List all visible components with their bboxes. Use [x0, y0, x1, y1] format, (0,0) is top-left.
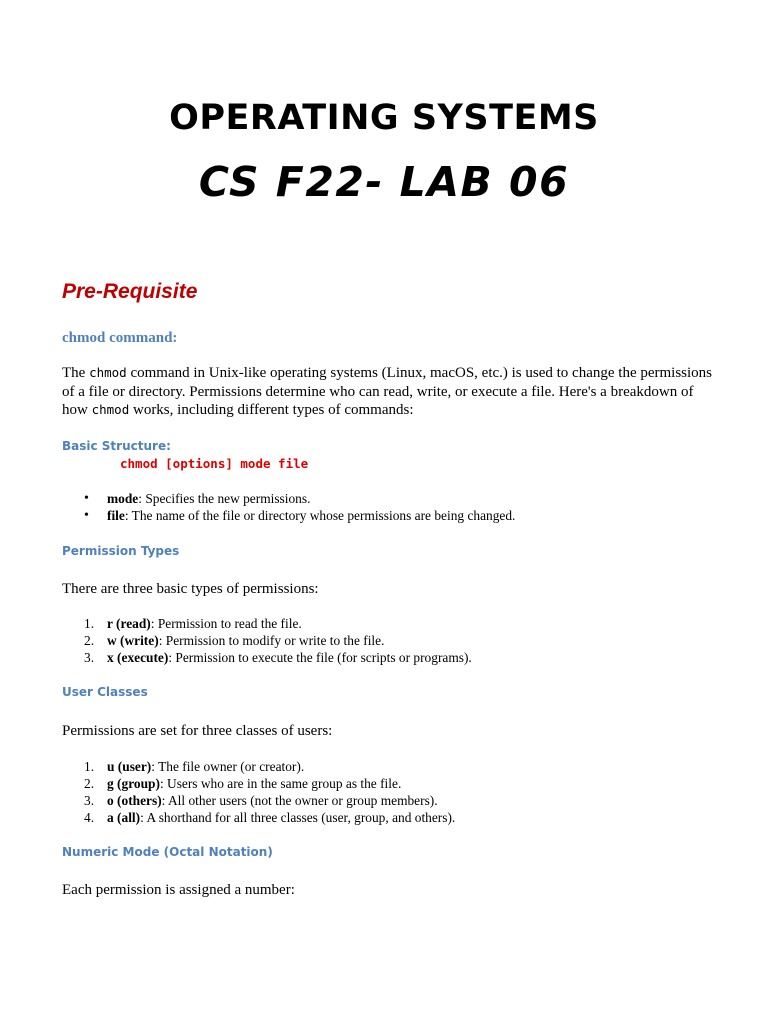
- list-item-term: w (write): [107, 633, 159, 648]
- permission-types-heading: Permission Types: [62, 544, 180, 558]
- document-title: OPERATING SYSTEMS: [169, 98, 599, 138]
- prereq-heading: Pre-Requisite: [62, 280, 198, 303]
- list-item-number: 4.: [84, 810, 95, 825]
- numeric-mode-intro: Each permission is assigned a number:: [62, 882, 295, 898]
- list-item-desc: : All other users (not the owner or group members).: [161, 793, 438, 808]
- document-subtitle: CS F22- LAB 06: [198, 158, 570, 206]
- intro-code-chmod: chmod: [89, 365, 127, 380]
- list-item-term: x (execute): [107, 650, 169, 665]
- permission-types-list: [62, 615, 472, 666]
- list-item-desc: : Users who are in the same group as the file.: [159, 776, 402, 791]
- list-item-term: a (all): [107, 810, 141, 825]
- list-item-desc: : A shorthand for all three classes (user, group, and others).: [140, 810, 456, 825]
- list-item: [62, 632, 472, 649]
- list-item-term: file: [107, 508, 125, 523]
- list-item-number: 3.: [84, 650, 95, 665]
- list-item-number: 2.: [84, 633, 95, 648]
- list-item: [62, 758, 455, 775]
- user-classes-heading: User Classes: [62, 685, 148, 699]
- list-item: [62, 792, 455, 809]
- bullet-icon: •: [84, 508, 89, 523]
- basic-structure-heading: Basic Structure:: [62, 439, 171, 453]
- chmod-syntax-code: chmod [options] mode file: [120, 456, 309, 471]
- list-item-term: mode: [107, 491, 139, 506]
- list-item-term: r (read): [107, 616, 151, 631]
- list-item-desc: : Permission to execute the file (for scripts or programs).: [168, 650, 472, 665]
- list-item: [62, 775, 455, 792]
- chmod-heading: chmod command:: [62, 330, 178, 346]
- list-item-term: g (group): [107, 776, 160, 791]
- list-item-number: 2.: [84, 776, 95, 791]
- list-item-number: 1.: [84, 759, 95, 774]
- list-item-term: u (user): [107, 759, 152, 774]
- list-item-number: 3.: [84, 793, 95, 808]
- list-item: [62, 490, 515, 507]
- list-item: [62, 615, 472, 632]
- intro-text-3: works, including different types of commands:: [129, 402, 414, 418]
- list-item-term: o (others): [107, 793, 162, 808]
- intro-text-2: command in Unix-like operating systems (Linux, macOS, etc.) is used to change the permissions of a file or directory. Permissions determine who can read, write, or execute a file. Here's a breakdown of how: [62, 365, 713, 418]
- list-item-desc: : The file owner (or creator).: [151, 759, 305, 774]
- bullet-icon: •: [84, 491, 89, 506]
- intro-text-1: The: [62, 365, 90, 381]
- list-item: [62, 809, 455, 826]
- list-item: [62, 507, 515, 524]
- permission-types-intro: There are three basic types of permissions:: [62, 581, 319, 597]
- list-item-desc: : Permission to modify or write to the file.: [158, 633, 385, 648]
- list-item: [62, 649, 472, 666]
- list-item-desc: : Permission to read the file.: [150, 616, 302, 631]
- list-item-number: 1.: [84, 616, 95, 631]
- user-classes-intro: Permissions are set for three classes of users:: [62, 723, 333, 739]
- list-item-desc: : Specifies the new permissions.: [138, 491, 311, 506]
- intro-paragraph: [62, 364, 722, 420]
- intro-code-chmod-2: chmod: [91, 402, 130, 417]
- numeric-mode-heading: Numeric Mode (Octal Notation): [62, 845, 273, 859]
- list-item-desc: : The name of the file or directory whose permissions are being changed.: [124, 508, 516, 523]
- user-classes-list: [62, 758, 455, 826]
- basic-structure-list: [62, 490, 515, 524]
